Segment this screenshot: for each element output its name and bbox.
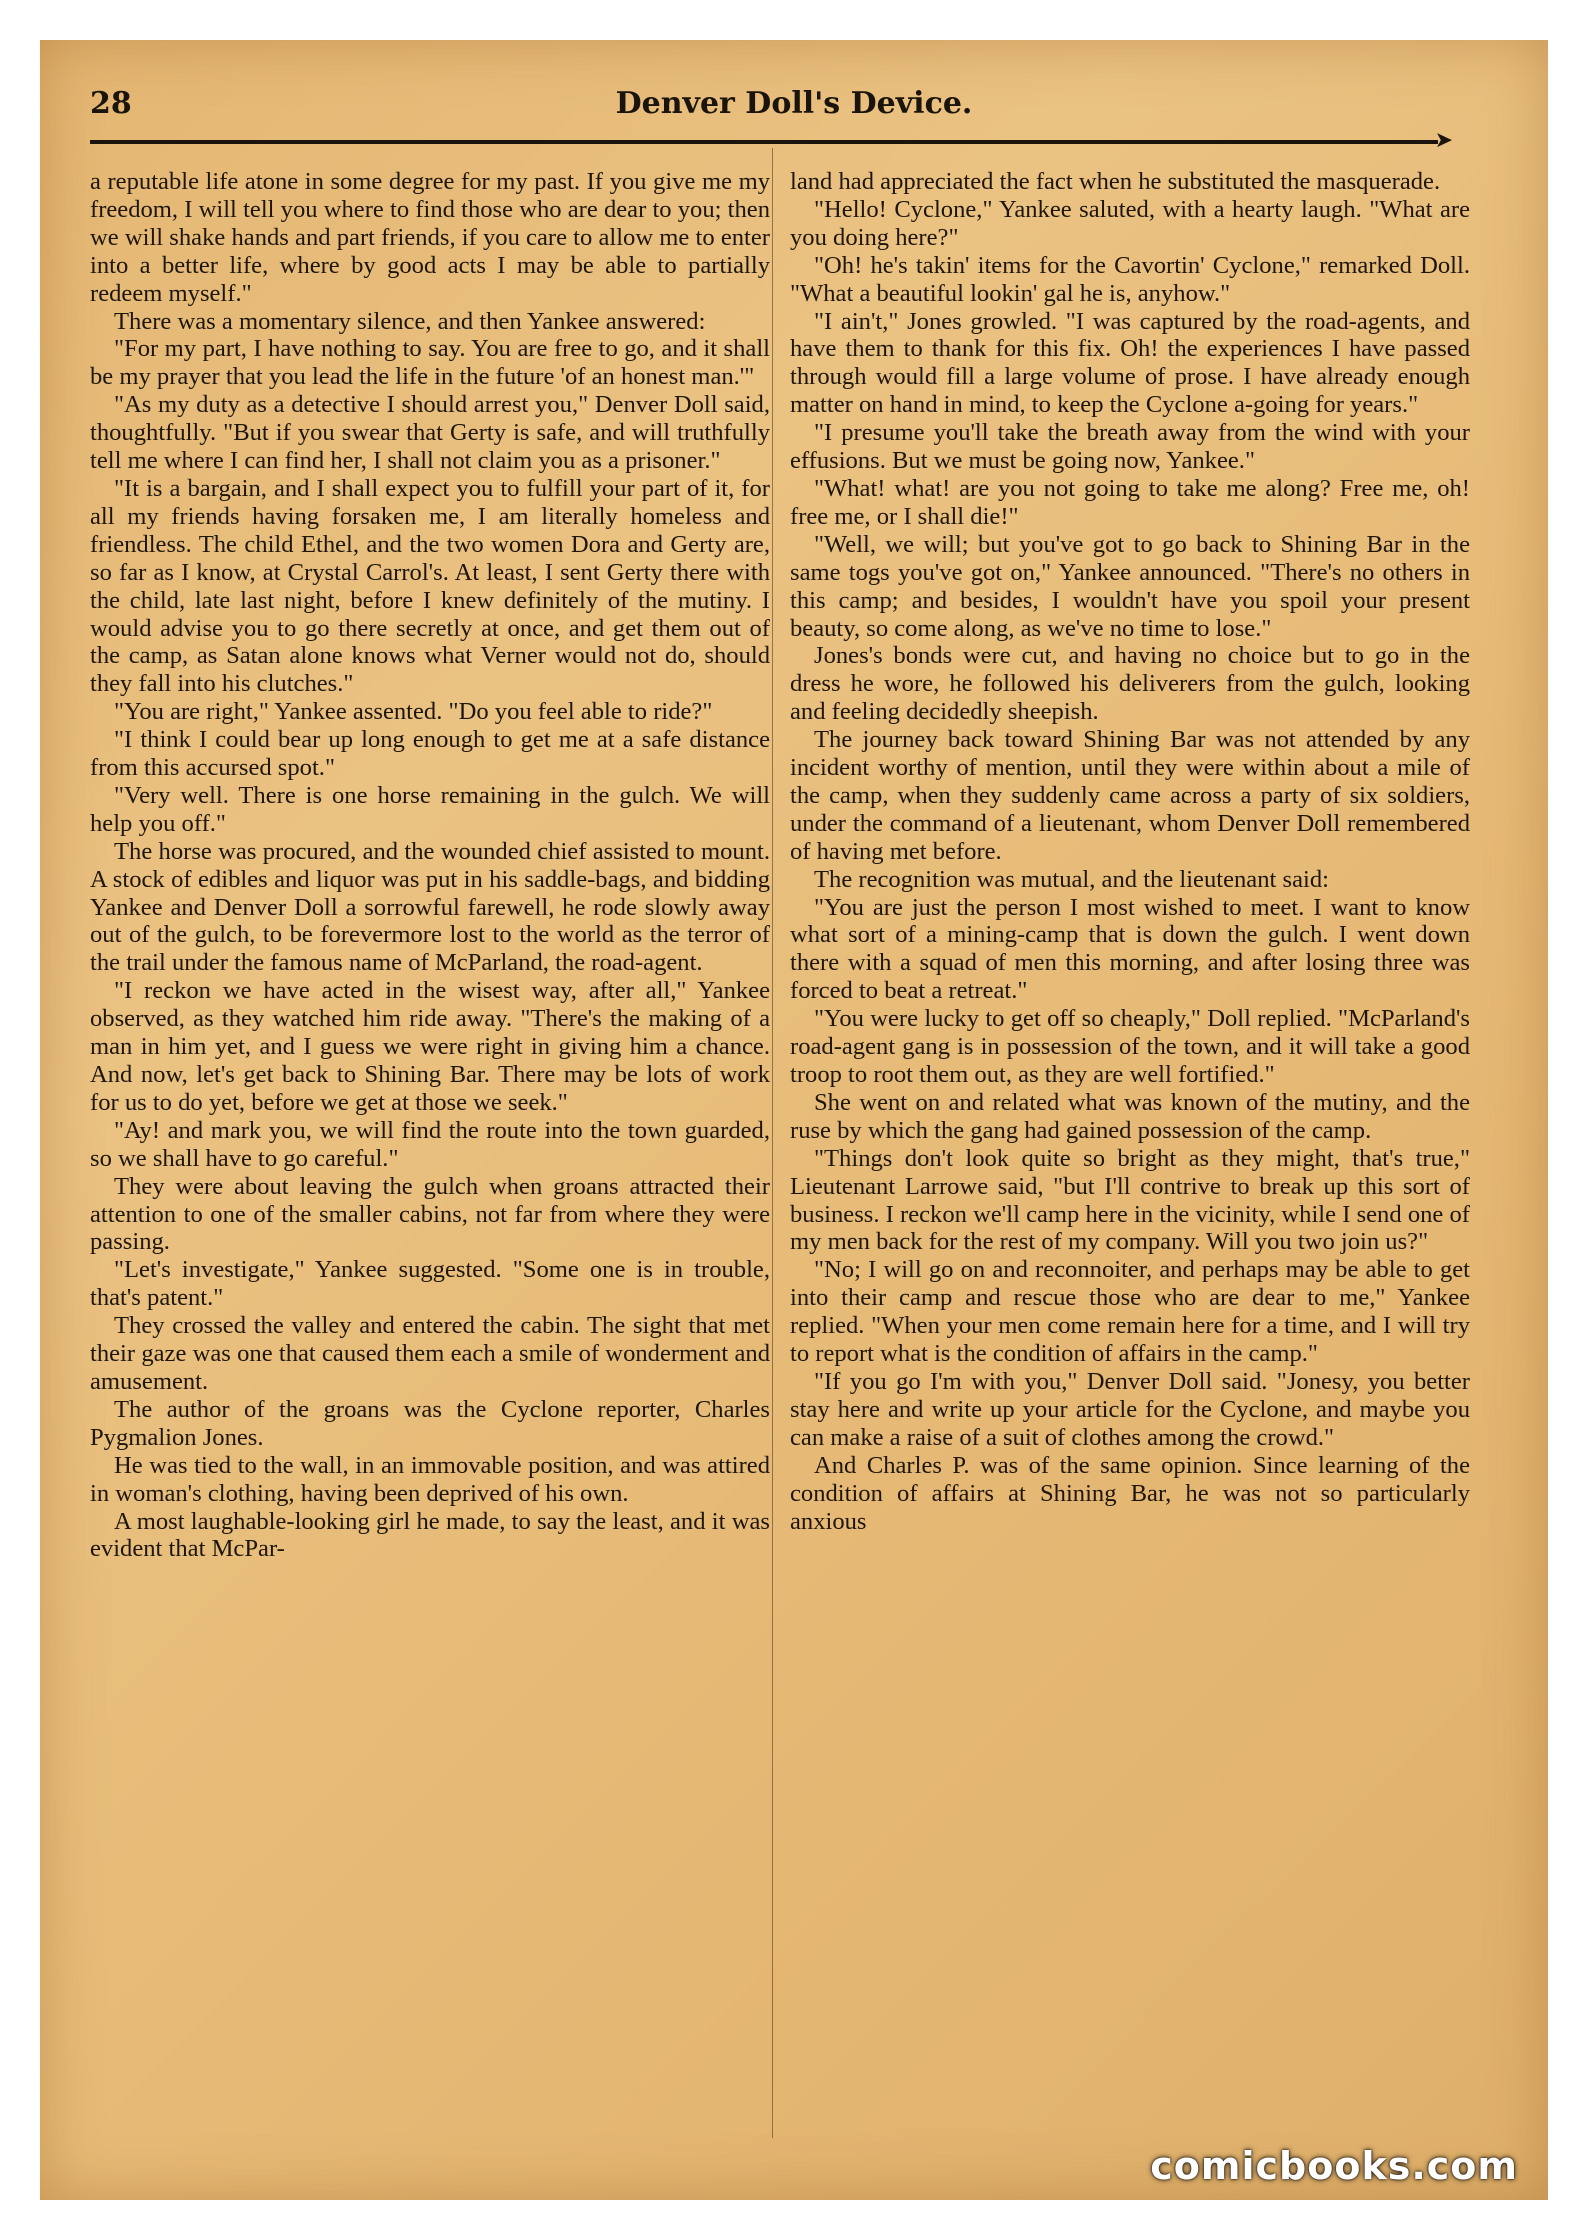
column-divider — [772, 148, 773, 2138]
paragraph: They were about leaving the gulch when groans attracted their attention to one of the smaller cabins, not far from where they were passing. — [90, 1172, 770, 1256]
paragraph: "As my duty as a detective I should arrest you," Denver Doll said, thoughtfully. "But if you swear that Gerty is safe, and will truthfully tell me where I can find her, I shall not claim you as a prisoner." — [90, 391, 770, 475]
paragraph: "I think I could bear up long enough to get me at a safe distance from this accursed spot." — [90, 726, 770, 782]
paragraph: He was tied to the wall, in an immovable position, and was attired in woman's clothing, having been deprived of his own. — [90, 1451, 770, 1507]
watermark: comicbooks.com — [1150, 2144, 1518, 2188]
paragraph: "Ay! and mark you, we will find the route into the town guarded, so we shall have to go careful." — [90, 1116, 770, 1172]
paragraph: "Oh! he's takin' items for the Cavortin' Cyclone," remarked Doll. "What a beautiful lookin' gal he is, anyhow." — [790, 251, 1470, 307]
paragraph: A most laughable-looking girl he made, to say the least, and it was evident that McPar- — [90, 1507, 770, 1563]
paragraph: They crossed the valley and entered the cabin. The sight that met their gaze was one that caused them each a smile of wonderment and amusement. — [90, 1312, 770, 1395]
header-rule — [90, 140, 1438, 144]
paragraph: There was a momentary silence, and then Yankee answered: — [114, 307, 706, 335]
right-column — [790, 168, 1470, 1535]
paragraph: The journey back toward Shining Bar was not attended by any incident worthy of mention, until they were within about a mile of the camp, when they suddenly came across a party of six soldiers, under the command of a lieutenant, whom Denver Doll remembered of having met before. — [790, 726, 1470, 865]
paragraph: The author of the groans was the Cyclone reporter, Charles Pygmalion Jones. — [90, 1395, 770, 1451]
paragraph: land had appreciated the fact when he substituted the masquerade. — [790, 168, 1441, 195]
paragraph: "I ain't," Jones growled. "I was captured by the road-agents, and have them to thank for this fix. Oh! the experiences I have passed through would fill a large volume of prose. I have already enough matter on hand in mind, to keep the Cyclone a-going for years." — [790, 307, 1470, 419]
running-title: Denver Doll's Device. — [615, 86, 973, 121]
paragraph: The recognition was mutual, and the lieutenant said: — [814, 865, 1329, 893]
paragraph: "It is a bargain, and I shall expect you to fulfill your part of it, for all my friends having forsaken me, I am literally homeless and friendless. The child Ethel, and the two women Dora and Gerty are, so far as I know, at Crystal Carrol's. At least, I sent Gerty there with the child, late last night, before I knew definitely of the mutiny. I would advise you to go there secretly at once, and get them out of the camp, as Satan alone knows what Verner would not do, should they fall into his clutches." — [90, 474, 770, 698]
left-column — [90, 168, 770, 1563]
page-number: 28 — [90, 86, 132, 121]
paragraph: "You are right," Yankee assented. "Do you feel able to ride?" — [114, 698, 713, 726]
page-header — [90, 80, 1498, 140]
paragraph: "I reckon we have acted in the wisest way, after all," Yankee observed, as they watched him ride away. "There's the making of a man in him yet, and I guess we were right in giving him a chance. And now, let's get back to Shining Bar. There may be lots of work for us to do yet, before we get at those we seek." — [90, 977, 770, 1116]
paragraph: a reputable life atone in some degree for my past. If you give me my freedom, I will tell you where to find those who are dear to you; then we will shake hands and part friends, if you care to allow me to enter into a better life, where by good acts I may be able to partially redeem myself." — [90, 168, 770, 307]
paragraph: The horse was procured, and the wounded chief assisted to mount. A stock of edibles and liquor was put in his saddle-bags, and bidding Yankee and Denver Doll a sorrowful farewell, he rode slowly away out of the gulch, to be forevermore lost to the world as the terror of the trail under the famous name of McParland, the road-agent. — [90, 837, 770, 977]
paragraph: "Things don't look quite so bright as they might, that's true," Lieutenant Larrowe said, "but I'll contrive to break up this sort of business. I reckon we'll camp here in the vicinity, while I send one of my men back for the rest of my company. Will you two join us?" — [790, 1144, 1470, 1256]
paragraph: "For my part, I have nothing to say. You are free to go, and it shall be my prayer that you lead the life in the future 'of an honest man.'" — [90, 335, 770, 391]
paragraph: And Charles P. was of the same opinion. Since learning of the condition of affairs at Shining Bar, he was not so particularly anxious — [790, 1451, 1470, 1535]
paragraph: "No; I will go on and reconnoiter, and perhaps may be able to get into their camp and rescue those who are dear to me," Yankee replied. "When your men come remain here for a time, and I will try to report what is the condition of affairs in the camp." — [790, 1256, 1470, 1368]
paragraph: "You were lucky to get off so cheaply," Doll replied. "McParland's road-agent gang is in possession of the town, and it will take a good troop to root them out, as they are well fortified." — [790, 1005, 1470, 1088]
paragraph: "Well, we will; but you've got to go back to Shining Bar in the same togs you've got on," Yankee announced. "There's no others in this camp; and besides, I wouldn't have you spoil your present beauty, so come along, as we've no time to lose." — [790, 530, 1470, 642]
paragraph: "I presume you'll take the breath away from the wind with your effusions. But we must be going now, Yankee." — [790, 419, 1470, 475]
paragraph: "You are just the person I most wished to meet. I want to know what sort of a mining-camp that is down the gulch. I went down there with a squad of men this morning, and after losing three was forced to beat a retreat." — [790, 893, 1470, 1005]
paragraph: Jones's bonds were cut, and having no choice but to go in the dress he wore, he followed his deliverers from the gulch, looking and feeling decidedly sheepish. — [790, 642, 1470, 726]
paragraph: "Let's investigate," Yankee suggested. "Some one is in trouble, that's patent." — [90, 1256, 770, 1312]
paragraph: "What! what! are you not going to take me along? Free me, oh! free me, or I shall die!" — [790, 474, 1470, 530]
paragraph: "If you go I'm with you," Denver Doll said. "Jonesy, you better stay here and write up your article for the Cyclone, and maybe you can make a raise of a suit of clothes among the crowd." — [790, 1367, 1470, 1451]
paragraph: "Hello! Cyclone," Yankee saluted, with a hearty laugh. "What are you doing here?" — [790, 195, 1470, 251]
rule-ornament-icon: ➤ — [1434, 128, 1453, 153]
paragraph: "Very well. There is one horse remaining in the gulch. We will help you off." — [90, 781, 770, 837]
page-paper — [40, 40, 1548, 2200]
paragraph: She went on and related what was known of the mutiny, and the ruse by which the gang had gained possession of the camp. — [790, 1088, 1470, 1144]
